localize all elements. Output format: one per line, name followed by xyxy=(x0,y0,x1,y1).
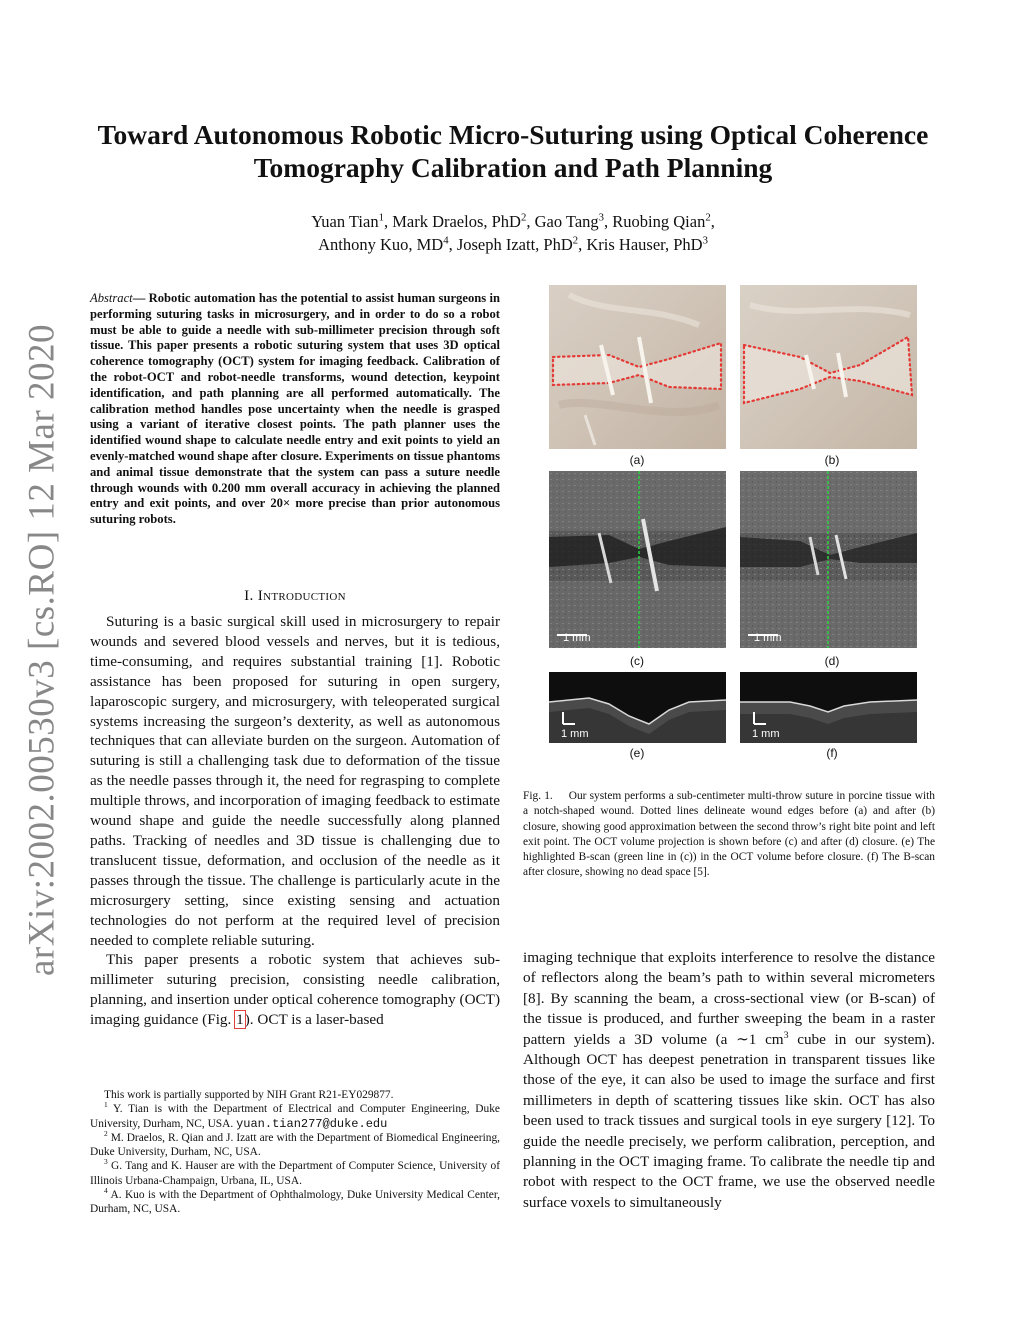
figure-1a-photo-before xyxy=(549,285,726,449)
author-separator: , xyxy=(578,235,587,254)
footnote-4-text: A. Kuo is with the Department of Ophthalmology, Duke University Medical Center, Durham, NC, USA. xyxy=(90,1189,501,1216)
introduction-body xyxy=(90,612,500,1030)
intro-paragraph-2-text: This paper presents a robotic system that achieves sub-millimeter suturing precision, consisting needle calibration, planning, and insertion under optical coherence tomography (OCT) imaging guidance (Fig. xyxy=(90,951,500,1029)
author-separator: , xyxy=(383,212,393,231)
figure-1a-label: (a) xyxy=(629,453,645,467)
author-list xyxy=(80,210,946,256)
intro-paragraph-2-tail: ). OCT is a laser-based xyxy=(244,1011,384,1029)
figure-1-caption-label: Fig. 1. xyxy=(523,790,553,802)
figure-1c-label: (c) xyxy=(630,654,644,668)
right-column-text: imaging technique that exploits interference to resolve the distance of reflectors along the beam’s path to within several micrometers [8]. By scanning the beam, a cross-sectional view (or B-scan) of the tissue is produced, and further sweeping the beam in a raster pattern yields a 3D volume (a ∼1 cm xyxy=(523,949,935,1048)
footnote-2-mark: 2 xyxy=(104,1129,108,1139)
author-line-1 xyxy=(80,210,946,233)
title-line-1: Toward Autonomous Robotic Micro-Suturing using Optical Coherence xyxy=(97,119,929,150)
author-name: Mark Draelos, PhD xyxy=(392,212,521,231)
author-affiliation-mark: 2 xyxy=(572,234,579,247)
footnotes xyxy=(90,1088,500,1217)
author-affiliation-mark: 2 xyxy=(705,211,711,224)
figure-1-reference-link[interactable]: 1 xyxy=(236,1011,244,1029)
footnote-3 xyxy=(90,1159,500,1188)
author-name: Gao Tang xyxy=(534,212,599,231)
author-affiliation-mark: 2 xyxy=(520,211,527,224)
figure-1-caption-text: Our system performs a sub-centimeter multi-throw suture in porcine tissue with a notch-shaped wound. Dotted lines delineate wound edges before (a) and after (b) closure, showing good approximation between the second throw’s right bite point and left exit point. The OCT volume projection is shown before (c) and after (d) closure. (e) The highlighted B-scan (green line in (c)) in the OCT volume before closure. (f) The B-scan after closure, showing no dead space [5]. xyxy=(523,790,936,879)
abstract-label: Abstract xyxy=(90,291,133,305)
abstract-text: — Robotic automation has the potential to assist human surgeons in performing suturing tasks in microsurgery, and in order to do so a robot must be able to guide a needle with sub-millimeter precision through soft tissue. This paper presents a robotic suturing system that uses 3D optical coherence tomography (OCT) system for imaging feedback. Calibration of the robot-OCT and robot-needle transforms, wound detection, keypoint identification, and path planning are all performed automatically. The calibration method handles pose uncertainty when the needle is grasped using a variant of iterative closest points. The path planner uses the identified wound shape to calculate needle entry and exit points to yield an evenly-matched wound shape after closure. Experiments on tissue phantoms and animal tissue demonstrate that the system can pass a suture needle through wounds with 0.200 mm overall accuracy in achieving the planned entry and exit points, and over 20× more precise than prior autonomous suturing robots. xyxy=(90,291,500,527)
author-name: Joseph Izatt, PhD xyxy=(456,235,573,254)
author-separator: , xyxy=(710,212,715,231)
figure-1d-oct-projection-after xyxy=(740,471,917,648)
author-email-link[interactable]: yuan.tian277@duke.edu xyxy=(236,1116,388,1131)
figure-1f-label: (f) xyxy=(826,746,838,760)
author-name: Anthony Kuo, MD xyxy=(318,235,444,254)
title-line-2: Tomography Calibration and Path Planning xyxy=(253,152,773,183)
figure-1e-scale-bar: 1 mm xyxy=(561,728,589,740)
right-column-paragraph xyxy=(523,948,935,1213)
author-affiliation-mark: 3 xyxy=(598,211,605,224)
right-column-text-continued: cube in our system). Although OCT has deepest penetration in transparent tissues like those of the eye, it can also be used to image the surface and first millimeters in depth of scattering tissues like skin. OCT has also been used to track tissues and surgical tools in eye surgery [12]. To guide the needle precisely, we perform calibration, perception, and planning in the OCT imaging frame. To calibrate the needle tip and robot with respect to the OCT frame, we use the observed needle surface voxels to simultaneously xyxy=(523,1030,935,1211)
figure-1b-photo-after xyxy=(740,285,917,449)
figure-1e-bscan-before xyxy=(549,672,726,743)
footnote-1-mark: 1 xyxy=(104,1100,108,1110)
paper-title xyxy=(80,118,946,184)
figure-1f-bscan-after xyxy=(740,672,917,743)
footnote-grant: This work is partially supported by NIH Grant R21-EY029877. xyxy=(104,1089,394,1101)
footnote-4 xyxy=(90,1188,500,1217)
author-affiliation-mark: 3 xyxy=(702,234,708,247)
author-affiliation-mark: 4 xyxy=(443,234,449,247)
abstract xyxy=(90,291,500,528)
author-name: Ruobing Qian xyxy=(612,212,706,231)
figure-1b-label: (b) xyxy=(824,453,840,467)
right-column-body xyxy=(523,948,935,1213)
arxiv-stamp xyxy=(12,323,72,977)
author-separator: , xyxy=(526,212,535,231)
figure-1d-label: (d) xyxy=(824,654,840,668)
figure-1c-oct-projection-before xyxy=(549,471,726,648)
footnote-4-mark: 4 xyxy=(104,1186,108,1196)
figure-1-caption xyxy=(523,789,935,881)
figure-1f-scale-bar: 1 mm xyxy=(752,728,780,740)
intro-paragraph-1: Suturing is a basic surgical skill used in microsurgery to repair wounds and severed blood vessels and nerves, but it is tedious, time-consuming, and requires substantial training [1]. Robotic assistance has been proposed for suturing in open surgery, laparoscopic surgery, and microsurgery, with teleoperated surgical systems increasing the surgeon’s dexterity, as well as autonomous techniques that can alleviate burden on the surgeon. Automation of suturing is still a challenging task due to deformation of the tissue as the needle passes through it, the need for regrasping to complete multiple throws, and incorporation of imaging feedback to estimate wound shape and guide the needle successfully along planned paths. Tracking of needles and 3D tissue is challenging due to translucent tissue, deformation, and occlusion of the needle as it passes through the tissue. The challenge is particularly acute in the microsurgery setting, since existing sensing and actuation technologies do not perform at the required level of precision needed to complete reliable suturing. xyxy=(90,613,500,949)
figure-1e-label: (e) xyxy=(629,746,645,760)
section-heading-introduction: I. Introduction xyxy=(244,587,346,604)
author-name: Yuan Tian xyxy=(311,212,379,231)
author-separator: , xyxy=(448,235,457,254)
footnote-2 xyxy=(90,1131,500,1160)
author-name: Kris Hauser, PhD xyxy=(586,235,703,254)
arxiv-stamp-text: arXiv:2002.00530v3 [cs.RO] 12 Mar 2020 xyxy=(21,323,63,977)
footnote-1-text: Y. Tian is with the Department of Electrical and Computer Engineering, Duke University, Durham, NC, USA. xyxy=(90,1103,500,1130)
intro-paragraph-2 xyxy=(90,950,500,1030)
author-separator: , xyxy=(604,212,613,231)
author-affiliation-mark: 1 xyxy=(378,211,384,224)
footnote-3-text: G. Tang and K. Hauser are with the Department of Computer Science, University of Illinois Urbana-Champaign, Urbana, IL, USA. xyxy=(90,1160,500,1187)
figure-1d-scale-bar: 1 mm xyxy=(754,632,782,644)
footnote-2-text: M. Draelos, R. Qian and J. Izatt are with the Department of Biomedical Engineering, Duke University, Durham, NC, USA. xyxy=(90,1131,500,1159)
author-line-2 xyxy=(80,233,946,256)
figure-1c-scale-bar: 1 mm xyxy=(563,632,591,644)
footnote-1 xyxy=(90,1102,500,1131)
footnote-3-mark: 3 xyxy=(104,1157,108,1167)
cube-exponent: 3 xyxy=(783,1029,789,1041)
